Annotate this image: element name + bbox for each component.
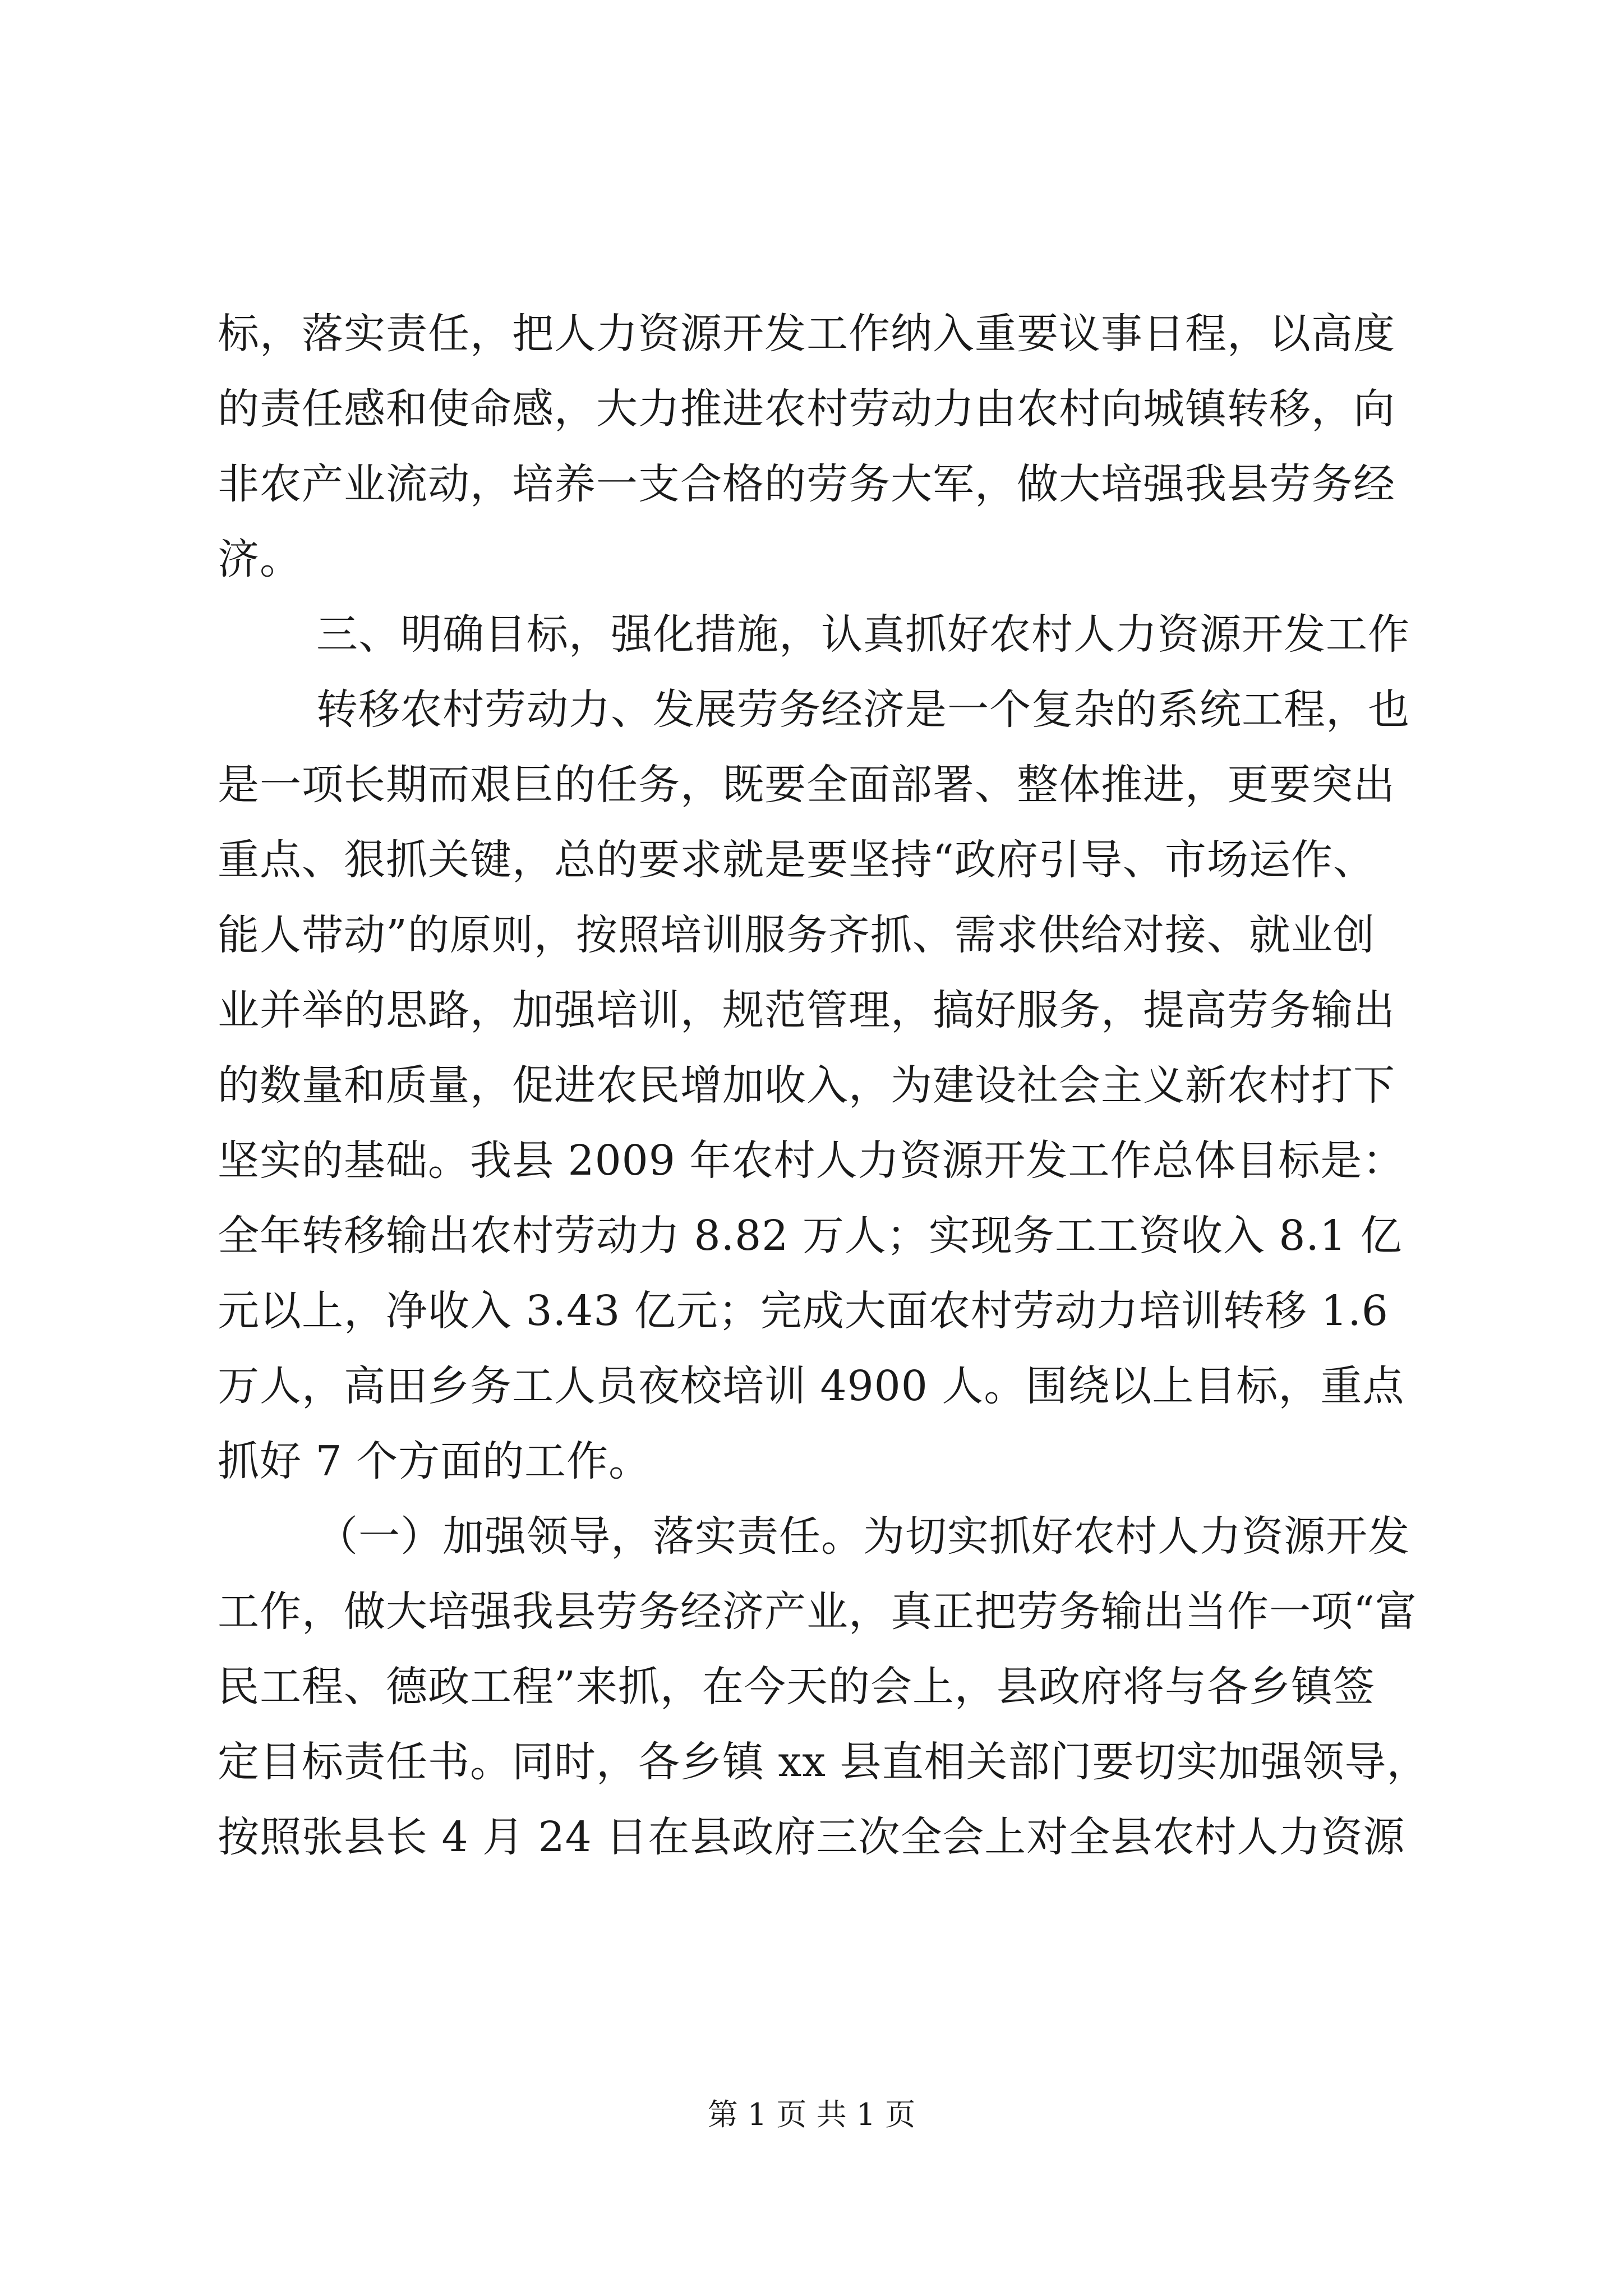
text-line: 标，落实责任，把人力资源开发工作纳入重要议事日程，以高度	[218, 310, 1395, 358]
text-line: 民工程、德政工程”来抓，在今天的会上，县政府将与各乡镇签	[218, 1663, 1375, 1711]
document-body	[218, 296, 1429, 1875]
text-line: 能人带动”的原则，按照培训服务齐抓、需求供给对接、就业创	[218, 911, 1375, 959]
text-line: 业并举的思路，加强培训，规范管理，搞好服务，提高劳务输出	[218, 986, 1395, 1034]
text-line: 济。	[218, 535, 302, 583]
subsection-line: （一）加强领导，落实责任。为切实抓好农村人力资源开发	[316, 1512, 1410, 1561]
text-line: 定目标责任书。同时，各乡镇 xx 县直相关部门要切实加强领导，	[218, 1738, 1429, 1786]
text-line: 元以上，净收入 3.43 亿元；完成大面农村劳动力培训转移 1.6	[218, 1287, 1389, 1335]
text-line: 转移农村劳动力、发展劳务经济是一个复杂的系统工程，也	[316, 685, 1410, 734]
text-line: 按照张县长 4 月 24 日在县政府三次全会上对全县农村人力资源	[218, 1813, 1405, 1861]
text-line: 全年转移输出农村劳动力 8.82 万人；实现务工工资收入 8.1 亿	[218, 1212, 1403, 1260]
text-line: 工作，做大培强我县劳务经济产业，真正把劳务输出当作一项“富	[218, 1588, 1417, 1636]
text-line: 的责任感和使命感，大力推进农村劳动力由农村向城镇转移，向	[218, 385, 1395, 433]
section-heading: 三、明确目标，强化措施，认真抓好农村人力资源开发工作	[316, 610, 1410, 659]
text-line: 的数量和质量，促进农民增加收入，为建设社会主义新农村打下	[218, 1061, 1395, 1110]
text-line: 重点、狠抓关键，总的要求就是要坚持“政府引导、市场运作、	[218, 836, 1375, 884]
text-line: 抓好 7 个方面的工作。	[218, 1437, 651, 1485]
page-footer	[0, 2095, 1623, 2134]
text-line: 万人，高田乡务工人员夜校培训 4900 人。围绕以上目标，重点	[218, 1362, 1405, 1410]
page-number: 第 1 页 共 1 页	[707, 2097, 916, 2132]
text-line: 非农产业流动，培养一支合格的劳务大军，做大培强我县劳务经	[218, 460, 1395, 508]
text-line: 坚实的基础。我县 2009 年农村人力资源开发工作总体目标是：	[218, 1137, 1405, 1185]
text-line: 是一项长期而艰巨的任务，既要全面部署、整体推进，更要突出	[218, 761, 1395, 809]
